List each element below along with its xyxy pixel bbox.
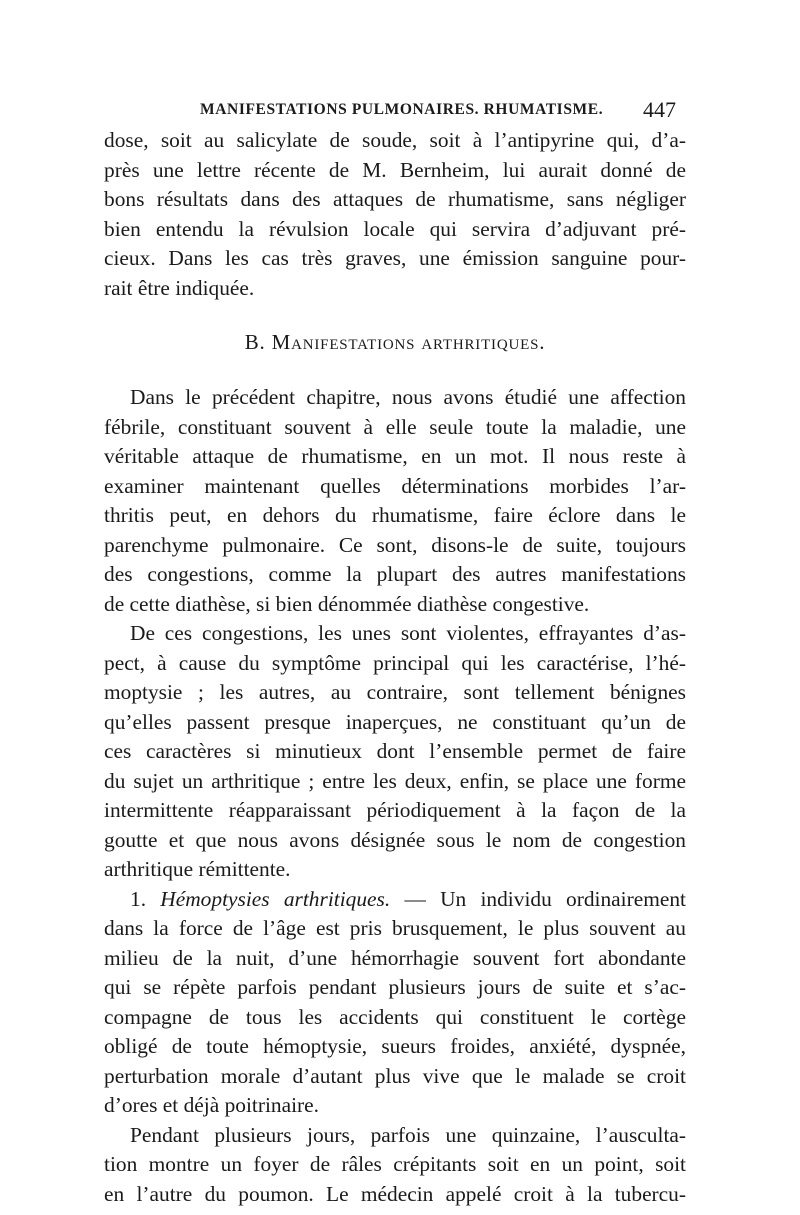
paragraph — [104, 1121, 686, 1210]
text-line: qu’elles passent presque inaperçues, ne constituant qu’un de — [104, 709, 686, 734]
paragraph — [104, 619, 686, 885]
text-line: compagne de tous les accidents qui constituent le cortège — [104, 1004, 686, 1029]
running-title: MANIFESTATIONS PULMONAIRES. RHUMATISME. — [200, 101, 604, 118]
text-line: pect, à cause du symptôme principal qui les caractérise, l’hé- — [104, 650, 686, 675]
text-line: de cette diathèse, si bien dénommée diathèse congestive. — [104, 591, 590, 616]
text-line: rait être indiquée. — [104, 275, 255, 300]
running-header — [104, 97, 682, 123]
text-line: De ces congestions, les unes sont violentes, effrayantes d’as- — [130, 621, 686, 645]
text-line: bien entendu la révulsion locale qui servira d’adjuvant pré- — [104, 216, 686, 241]
text-line: obligé de toute hémoptysie, sueurs froides, anxiété, dyspnée, — [104, 1034, 686, 1058]
subsection-number: 1. — [130, 886, 147, 911]
body-text — [104, 126, 686, 1209]
section-letter: B. — [244, 330, 266, 354]
section-heading — [104, 319, 686, 365]
text-line: bons résultats dans des attaques de rhumatisme, sans négliger — [104, 187, 686, 211]
text-line: véritable attaque de rhumatisme, en un mot. Il nous reste à — [104, 444, 686, 468]
text-line: dose, soit au salicylate de soude, soit à l’antipyrine qui, d’a- — [104, 128, 686, 152]
paragraph-continuation — [104, 126, 686, 303]
text-line: perturbation morale d’autant plus vive que le malade se croit — [104, 1063, 686, 1088]
subsection-paragraph — [104, 885, 686, 1121]
text-line: thritis peut, en dehors du rhumatisme, faire éclore dans le — [104, 503, 686, 527]
text-line: tion montre un foyer de râles crépitants soit en un point, soit — [104, 1152, 686, 1176]
subsection-first-line — [104, 885, 686, 915]
text-line: ces caractères si minutieux dont l’ensemble permet de faire — [104, 739, 686, 763]
text-line: fébrile, constituant souvent à elle seule toute la maladie, une — [104, 414, 686, 439]
section-title: Manifestations arthritiques. — [271, 330, 546, 354]
text-line: Dans le précédent chapitre, nous avons étudié une affection — [130, 385, 686, 409]
text-line: d’ores et déjà poitrinaire. — [104, 1093, 320, 1117]
text-line: arthritique rémittente. — [104, 857, 291, 881]
page-number: 447 — [643, 97, 676, 122]
text-line: moptysie ; les autres, au contraire, sont tellement bénignes — [104, 680, 686, 704]
text-line: qui se répète parfois pendant plusieurs jours de suite et s’ac- — [104, 975, 686, 999]
text-line: en l’autre du poumon. Le médecin appelé croit à la tubercu- — [104, 1181, 686, 1206]
text-line: des congestions, comme la plupart des autres manifestations — [104, 562, 686, 586]
text-line: cieux. Dans les cas très graves, une émission sanguine pour- — [104, 246, 686, 270]
subsection-title: Hémoptysies arthritiques. — [160, 886, 391, 911]
text-line: intermittente réapparaissant périodiquement à la façon de la — [104, 798, 686, 822]
text-line: Pendant plusieurs jours, parfois une quinzaine, l’ausculta- — [130, 1122, 686, 1147]
text-line: dans la force de l’âge est pris brusquement, le plus souvent au — [104, 916, 686, 940]
paragraph — [104, 383, 686, 619]
text-line: parenchyme pulmonaire. Ce sont, disons-le de suite, toujours — [104, 532, 686, 557]
text-line: examiner maintenant quelles déterminations morbides l’ar- — [104, 473, 686, 498]
text-line: goutte et que nous avons désignée sous le nom de congestion — [104, 827, 686, 852]
text-line: près une lettre récente de M. Bernheim, lui aurait donné de — [104, 157, 686, 182]
text-line: du sujet un arthritique ; entre les deux, enfin, se place une forme — [104, 768, 686, 793]
text-line: milieu de la nuit, d’une hémorrhagie souvent fort abondante — [104, 945, 686, 970]
subsection-first-line-rest: — Un individu ordinairement — [390, 886, 686, 911]
